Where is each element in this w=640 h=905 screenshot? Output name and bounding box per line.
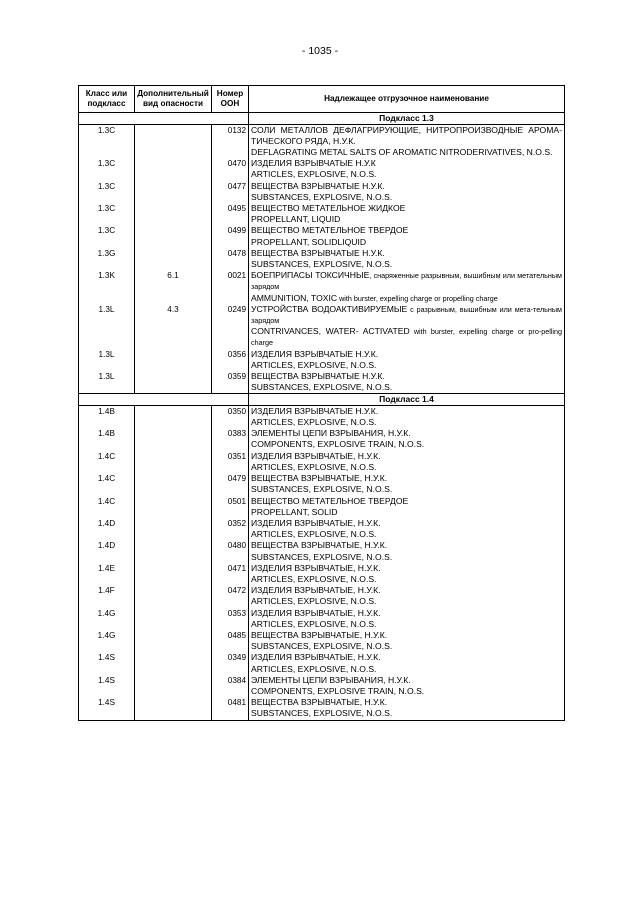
shipping-name-cell	[249, 451, 565, 473]
name-russian-main: ИЗДЕЛИЯ ВЗРЫВЧАТЫЕ Н.У.К.	[251, 348, 379, 359]
subsidiary-risk-cell	[135, 585, 212, 607]
name-russian	[251, 675, 562, 686]
name-english	[251, 293, 562, 304]
class-cell: 1.4F	[79, 585, 135, 607]
name-russian	[251, 349, 562, 360]
shipping-name-cell	[249, 304, 565, 349]
name-english-main: PROPELLANT, LIQUID	[251, 214, 341, 225]
name-english-main: AMMUNITION, TOXIC	[251, 292, 338, 303]
name-english	[251, 192, 562, 203]
name-english-main: ARTICLES, EXPLOSIVE, N.O.S.	[251, 417, 377, 428]
name-english-main: DEFLAGRATING METAL SALTS OF AROMATIC NITRODERIVATIVES, N.O.S.	[251, 146, 553, 157]
name-english	[251, 417, 562, 428]
shipping-name-cell	[249, 585, 565, 607]
shipping-name-cell	[249, 608, 565, 630]
name-english	[251, 664, 562, 675]
name-english	[251, 686, 562, 697]
un-number-cell: 0481	[212, 697, 249, 720]
table-row	[79, 652, 565, 674]
blank-cell	[135, 113, 212, 125]
name-russian	[251, 630, 562, 641]
name-english	[251, 574, 562, 585]
name-russian	[251, 451, 562, 462]
name-russian	[251, 181, 562, 192]
class-cell: 1.4G	[79, 608, 135, 630]
name-russian-qualifier: с разрывным, вышибным или мета-тельным зарядом	[251, 304, 562, 325]
table-row	[79, 585, 565, 607]
blank-cell	[212, 113, 249, 125]
table-row	[79, 473, 565, 495]
name-english	[251, 529, 562, 540]
subsidiary-risk-cell	[135, 473, 212, 495]
subsidiary-risk-cell	[135, 158, 212, 180]
name-russian-main: ИЗДЕЛИЯ ВЗРЫВЧАТЫЕ, Н.У.К.	[251, 562, 381, 573]
name-english	[251, 439, 562, 450]
subsidiary-risk-cell	[135, 428, 212, 450]
class-cell: 1.4D	[79, 540, 135, 562]
class-cell: 1.3C	[79, 225, 135, 247]
name-english-main: ARTICLES, EXPLOSIVE, N.O.S.	[251, 663, 377, 674]
subsidiary-risk-cell	[135, 124, 212, 158]
name-russian	[251, 428, 562, 439]
header-shipping-name: Надлежащее отгрузочное наименование	[249, 86, 565, 113]
name-russian-main: ВЕЩЕСТВА ВЗРЫВЧАТЫЕ, Н.У.К.	[251, 473, 388, 484]
subsidiary-risk-cell	[135, 675, 212, 697]
un-number-cell: 0470	[212, 158, 249, 180]
table-row	[79, 675, 565, 697]
table-row	[79, 540, 565, 562]
shipping-name-cell	[249, 181, 565, 203]
shipping-name-cell	[249, 428, 565, 450]
name-russian	[251, 540, 562, 551]
shipping-name-cell	[249, 225, 565, 247]
name-english-main: COMPONENTS, EXPLOSIVE TRAIN, N.O.S.	[251, 439, 425, 450]
dangerous-goods-table	[78, 85, 565, 721]
name-russian	[251, 248, 562, 259]
table-row	[79, 248, 565, 270]
table-row	[79, 270, 565, 304]
name-english-main: ARTICLES, EXPLOSIVE, N.O.S.	[251, 618, 377, 629]
table-row	[79, 518, 565, 540]
class-cell: 1.4G	[79, 630, 135, 652]
name-russian-main: ИЗДЕЛИЯ ВЗРЫВЧАТЫЕ, Н.У.К.	[251, 450, 381, 461]
class-cell: 1.4E	[79, 563, 135, 585]
shipping-name-cell	[249, 540, 565, 562]
name-russian	[251, 652, 562, 663]
name-russian-main: ИЗДЕЛИЯ ВЗРЫВЧАТЫЕ, Н.У.К.	[251, 585, 381, 596]
name-english-main: SUBSTANCES, EXPLOSIVE, N.O.S.	[251, 641, 393, 652]
name-russian-qualifier: , снаряженные разрывным, вышибным или метательным зарядом	[251, 271, 562, 292]
class-cell: 1.3G	[79, 248, 135, 270]
name-russian-main: УСТРОЙСТВА ВОДОАКТИВИРУЕМЫЕ	[251, 303, 408, 314]
subsidiary-risk-cell: 6.1	[135, 270, 212, 304]
un-number-cell: 0478	[212, 248, 249, 270]
name-english-main: ARTICLES, EXPLOSIVE, N.O.S.	[251, 169, 377, 180]
table-row	[79, 405, 565, 428]
name-english-main: ARTICLES, EXPLOSIVE, N.O.S.	[251, 359, 377, 370]
class-cell: 1.4C	[79, 451, 135, 473]
un-number-cell: 0132	[212, 124, 249, 158]
class-cell: 1.3L	[79, 349, 135, 371]
un-number-cell: 0495	[212, 203, 249, 225]
class-cell: 1.4C	[79, 473, 135, 495]
name-english	[251, 708, 562, 719]
name-english-main: SUBSTANCES, EXPLOSIVE, N.O.S.	[251, 551, 393, 562]
name-russian	[251, 203, 562, 214]
shipping-name-cell	[249, 248, 565, 270]
name-english-main: SUBSTANCES, EXPLOSIVE, N.O.S.	[251, 258, 393, 269]
un-number-cell: 0384	[212, 675, 249, 697]
class-cell: 1.3C	[79, 181, 135, 203]
name-russian-main: ВЕЩЕСТВА ВЗРЫВЧАТЫЕ Н.У.К.	[251, 247, 385, 258]
name-russian-main: ВЕЩЕСТВА ВЗРЫВЧАТЫЕ, Н.У.К.	[251, 629, 388, 640]
name-russian	[251, 304, 562, 326]
class-cell: 1.3K	[79, 270, 135, 304]
shipping-name-cell	[249, 675, 565, 697]
name-russian-main: ИЗДЕЛИЯ ВЗРЫВЧАТЫЕ Н.У.К	[251, 158, 376, 169]
class-cell: 1.3C	[79, 203, 135, 225]
name-english-main: PROPELLANT, SOLID	[251, 506, 338, 517]
subsection-row	[79, 113, 565, 125]
table-row	[79, 496, 565, 518]
shipping-name-cell	[249, 158, 565, 180]
name-english-main: ARTICLES, EXPLOSIVE, N.O.S.	[251, 573, 377, 584]
name-russian	[251, 371, 562, 382]
header-row	[79, 86, 565, 113]
name-russian	[251, 158, 562, 169]
name-english-main: PROPELLANT, SOLIDLIQUID	[251, 236, 367, 247]
name-english-main: ARTICLES, EXPLOSIVE, N.O.S.	[251, 529, 377, 540]
name-russian-main: ВЕЩЕСТВА ВЗРЫВЧАТЫЕ, Н.У.К.	[251, 697, 388, 708]
shipping-name-cell	[249, 563, 565, 585]
name-russian-main: ВЕЩЕСТВА ВЗРЫВЧАТЫЕ Н.У.К.	[251, 370, 385, 381]
table-row	[79, 563, 565, 585]
name-russian-main: ВЕЩЕСТВО МЕТАТЕЛЬНОЕ ТВЕРДОЕ	[251, 495, 409, 506]
name-english	[251, 214, 562, 225]
un-number-cell: 0249	[212, 304, 249, 349]
name-english-qualifier: with burster, expelling charge or propelling charge	[337, 293, 498, 303]
class-cell: 1.4S	[79, 697, 135, 720]
subsection-title: Подкласс 1.4	[249, 394, 565, 406]
shipping-name-cell	[249, 124, 565, 158]
un-number-cell: 0351	[212, 451, 249, 473]
table-row	[79, 203, 565, 225]
header-subsidiary-risk: Дополнительный вид опасности	[135, 86, 212, 113]
blank-cell	[212, 394, 249, 406]
name-english	[251, 484, 562, 495]
un-number-cell: 0350	[212, 405, 249, 428]
class-cell: 1.3C	[79, 124, 135, 158]
name-russian	[251, 473, 562, 484]
table-row	[79, 181, 565, 203]
table-row	[79, 630, 565, 652]
blank-cell	[135, 394, 212, 406]
un-number-cell: 0471	[212, 563, 249, 585]
shipping-name-cell	[249, 630, 565, 652]
un-number-cell: 0501	[212, 496, 249, 518]
name-english	[251, 619, 562, 630]
name-russian	[251, 225, 562, 236]
name-english	[251, 169, 562, 180]
shipping-name-cell	[249, 349, 565, 371]
table-row	[79, 349, 565, 371]
subsidiary-risk-cell	[135, 181, 212, 203]
name-russian-main: ИЗДЕЛИЯ ВЗРЫВЧАТЫЕ, Н.У.К.	[251, 517, 381, 528]
table-row	[79, 304, 565, 349]
name-russian	[251, 585, 562, 596]
un-number-cell: 0352	[212, 518, 249, 540]
shipping-name-cell	[249, 473, 565, 495]
name-english	[251, 147, 562, 158]
name-english	[251, 596, 562, 607]
subsidiary-risk-cell	[135, 405, 212, 428]
un-number-cell: 0499	[212, 225, 249, 247]
header-class: Класс или подкласс	[79, 86, 135, 113]
name-english-qualifier: with burster, expelling charge or pro-pelling charge	[251, 327, 562, 348]
name-russian-main: ЭЛЕМЕНТЫ ЦЕПИ ВЗРЫВАНИЯ, Н.У.К.	[251, 674, 411, 685]
name-russian-main: БОЕПРИПАСЫ ТОКСИЧНЫЕ	[251, 270, 370, 281]
name-english	[251, 360, 562, 371]
subsidiary-risk-cell	[135, 203, 212, 225]
name-english-main: SUBSTANCES, EXPLOSIVE, N.O.S.	[251, 382, 393, 393]
name-english	[251, 507, 562, 518]
subsidiary-risk-cell	[135, 540, 212, 562]
class-cell: 1.3L	[79, 304, 135, 349]
un-number-cell: 0349	[212, 652, 249, 674]
class-cell: 1.4B	[79, 405, 135, 428]
name-russian-main: ЭЛЕМЕНТЫ ЦЕПИ ВЗРЫВАНИЯ, Н.У.К.	[251, 428, 411, 439]
subsidiary-risk-cell	[135, 518, 212, 540]
shipping-name-cell	[249, 270, 565, 304]
name-english	[251, 641, 562, 652]
un-number-cell: 0359	[212, 371, 249, 394]
name-russian	[251, 518, 562, 529]
name-english	[251, 462, 562, 473]
name-english-main: CONTRIVANCES, WATER- ACTIVATED	[251, 326, 410, 337]
class-cell: 1.4B	[79, 428, 135, 450]
un-number-cell: 0477	[212, 181, 249, 203]
class-cell: 1.4S	[79, 675, 135, 697]
header-un-number: Номер ООН	[212, 86, 249, 113]
shipping-name-cell	[249, 518, 565, 540]
name-english-main: SUBSTANCES, EXPLOSIVE, N.O.S.	[251, 484, 393, 495]
class-cell: 1.4S	[79, 652, 135, 674]
class-cell: 1.4C	[79, 496, 135, 518]
shipping-name-cell	[249, 405, 565, 428]
subsidiary-risk-cell	[135, 451, 212, 473]
un-number-cell: 0356	[212, 349, 249, 371]
blank-cell	[79, 394, 135, 406]
name-russian-main: СОЛИ МЕТАЛЛОВ ДЕФЛАГРИРУЮЩИЕ, НИТРОПРОИЗВОДНЫЕ АРОМА-ТИЧЕСКОГО РЯДА, Н.У.К.	[251, 124, 562, 146]
table-row	[79, 451, 565, 473]
table-row	[79, 225, 565, 247]
un-number-cell: 0383	[212, 428, 249, 450]
subsidiary-risk-cell	[135, 697, 212, 720]
name-russian	[251, 496, 562, 507]
name-english	[251, 237, 562, 248]
name-russian	[251, 608, 562, 619]
subsection-row	[79, 394, 565, 406]
name-english-main: ARTICLES, EXPLOSIVE, N.O.S.	[251, 461, 377, 472]
name-english	[251, 326, 562, 348]
name-russian	[251, 125, 562, 147]
table-row	[79, 124, 565, 158]
name-russian-main: ВЕЩЕСТВО МЕТАТЕЛЬНОЕ ЖИДКОЕ	[251, 202, 406, 213]
un-number-cell: 0353	[212, 608, 249, 630]
table-row	[79, 428, 565, 450]
table-row	[79, 371, 565, 394]
subsidiary-risk-cell	[135, 225, 212, 247]
subsidiary-risk-cell	[135, 248, 212, 270]
subsidiary-risk-cell	[135, 371, 212, 394]
un-number-cell: 0472	[212, 585, 249, 607]
name-english-main: SUBSTANCES, EXPLOSIVE, N.O.S.	[251, 191, 393, 202]
name-english-main: ARTICLES, EXPLOSIVE, N.O.S.	[251, 596, 377, 607]
subsidiary-risk-cell	[135, 496, 212, 518]
subsection-title: Подкласс 1.3	[249, 113, 565, 125]
un-number-cell: 0480	[212, 540, 249, 562]
table-row	[79, 158, 565, 180]
un-number-cell: 0485	[212, 630, 249, 652]
un-number-cell: 0021	[212, 270, 249, 304]
subsidiary-risk-cell	[135, 563, 212, 585]
name-russian-main: ИЗДЕЛИЯ ВЗРЫВЧАТЫЕ, Н.У.К.	[251, 607, 381, 618]
name-russian-main: ИЗДЕЛИЯ ВЗРЫВЧАТЫЕ, Н.У.К.	[251, 652, 381, 663]
name-russian	[251, 697, 562, 708]
shipping-name-cell	[249, 697, 565, 720]
name-english-main: COMPONENTS, EXPLOSIVE TRAIN, N.O.S.	[251, 685, 425, 696]
name-russian-main: ИЗДЕЛИЯ ВЗРЫВЧАТЫЕ Н.У.К.	[251, 405, 379, 416]
name-english	[251, 259, 562, 270]
subsidiary-risk-cell	[135, 349, 212, 371]
name-english	[251, 382, 562, 393]
table-row	[79, 608, 565, 630]
name-russian-main: ВЕЩЕСТВА ВЗРЫВЧАТЫЕ Н.У.К.	[251, 180, 385, 191]
subsidiary-risk-cell	[135, 652, 212, 674]
name-russian	[251, 563, 562, 574]
name-russian	[251, 270, 562, 292]
name-english	[251, 552, 562, 563]
class-cell: 1.4D	[79, 518, 135, 540]
name-english-main: SUBSTANCES, EXPLOSIVE, N.O.S.	[251, 708, 393, 719]
name-russian	[251, 406, 562, 417]
shipping-name-cell	[249, 203, 565, 225]
blank-cell	[79, 113, 135, 125]
subsidiary-risk-cell: 4.3	[135, 304, 212, 349]
shipping-name-cell	[249, 371, 565, 394]
table-body	[79, 113, 565, 721]
un-number-cell: 0479	[212, 473, 249, 495]
class-cell: 1.3C	[79, 158, 135, 180]
name-russian-main: ВЕЩЕСТВО МЕТАТЕЛЬНОЕ ТВЕРДОЕ	[251, 225, 409, 236]
table-row	[79, 697, 565, 720]
page-number: - 1035 -	[301, 45, 339, 57]
shipping-name-cell	[249, 496, 565, 518]
subsidiary-risk-cell	[135, 630, 212, 652]
class-cell: 1.3L	[79, 371, 135, 394]
name-russian-main: ВЕЩЕСТВА ВЗРЫВЧАТЫЕ, Н.У.К.	[251, 540, 388, 551]
shipping-name-cell	[249, 652, 565, 674]
subsidiary-risk-cell	[135, 608, 212, 630]
